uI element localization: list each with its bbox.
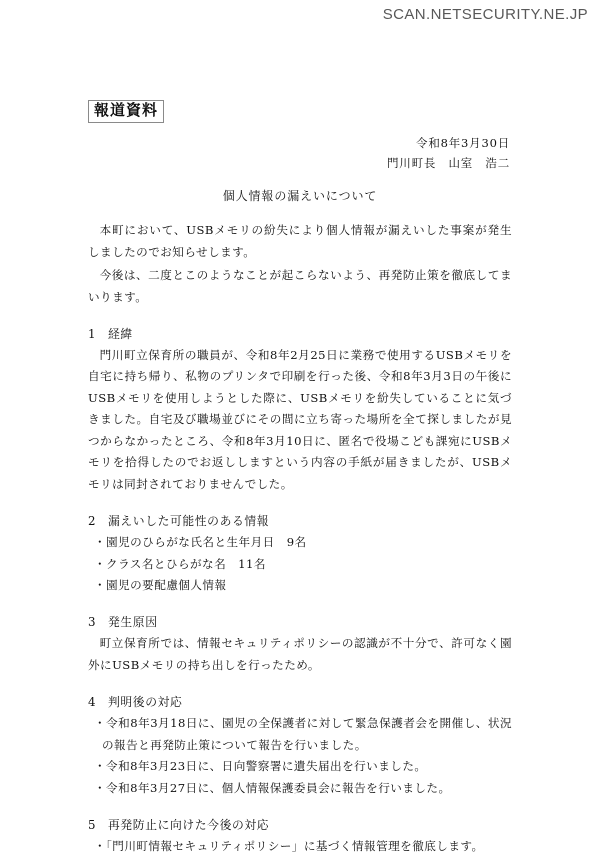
section-5-title: 再発防止に向けた今後の対応 <box>108 818 270 833</box>
section-4-heading <box>88 692 512 712</box>
list-item: ・園児のひらがな氏名と生年月日 9名 <box>94 535 307 550</box>
section-4-title: 判明後の対応 <box>108 695 183 710</box>
section-5 <box>88 815 512 857</box>
section-2-number: 2 <box>88 514 97 529</box>
section-1 <box>88 324 512 495</box>
section-3-body: 町立保育所では、情報セキュリティポリシーの認識が不十分で、許可なく園外にUSBメモリの持ち出しを行ったため。 <box>88 636 512 672</box>
section-3-title: 発生原因 <box>108 615 158 630</box>
list-item: ・令和8年3月27日に、個人情報保護委員会に報告を行いました。 <box>94 780 451 795</box>
document-title: 個人情報の漏えいについて <box>222 189 378 203</box>
list-item: ・クラス名とひらがな名 11名 <box>94 556 266 571</box>
intro-paragraph-2: 今後は、二度とこのようなことが起こらないよう、再発防止策を徹底してまいります。 <box>88 268 512 304</box>
section-3-number: 3 <box>88 615 97 630</box>
section-2-title: 漏えいした可能性のある情報 <box>108 514 270 529</box>
list-item: ・令和8年3月18日に、園児の全保護者に対して緊急保護者会を開催し、状況の報告と再発防止策について報告を行いました。 <box>94 716 512 752</box>
section-5-bullets <box>88 836 512 857</box>
section-1-number: 1 <box>88 326 97 341</box>
section-5-number: 5 <box>88 818 97 833</box>
press-release-badge: 報道資料 <box>88 100 164 123</box>
section-2-heading <box>88 511 512 531</box>
issue-date: 令和8年3月30日 <box>416 135 510 150</box>
issuer-name: 門川町長 山室 浩二 <box>387 155 510 170</box>
section-3 <box>88 612 512 676</box>
section-1-title: 経緯 <box>108 326 133 341</box>
section-2 <box>88 511 512 596</box>
intro-paragraph-1: 本町において、USBメモリの紛失により個人情報が漏えいした事案が発生しましたのでお知らせします。 <box>88 223 512 259</box>
document-meta <box>88 133 512 173</box>
section-3-heading <box>88 612 512 632</box>
section-2-bullets <box>88 532 512 596</box>
section-4-number: 4 <box>88 695 97 710</box>
section-1-body: 門川町立保育所の職員が、令和8年2月25日に業務で使用するUSBメモリを自宅に持ち帰り、私物のプリンタで印刷を行った後、令和8年3月3日の午後にUSBメモリを使用しようとした際に、USBメモリを紛失していることに気づきました。自宅及び職場並びにその間に立ち寄った場所を全て探しましたが見つからなかったところ、令和8年3月10日に、匿名で役場こども課宛にUSBメモリを拾得したのでお返ししますという内容の手紙が届きましたが、USBメモリは同封されておりませんでした。 <box>88 347 512 491</box>
section-4-bullets <box>88 713 512 799</box>
list-item: ・「門川町情報セキュリティポリシー」に基づく情報管理を徹底します。 <box>94 839 484 854</box>
section-4 <box>88 692 512 799</box>
section-5-heading <box>88 815 512 835</box>
list-item: ・園児の要配慮個人情報 <box>94 577 227 592</box>
section-1-heading <box>88 324 512 344</box>
site-watermark: SCAN.NETSECURITY.NE.JP <box>382 6 588 23</box>
badge-row <box>88 100 512 123</box>
list-item: ・令和8年3月23日に、日向警察署に遺失届出を行いました。 <box>94 759 427 774</box>
document-content <box>88 100 512 858</box>
